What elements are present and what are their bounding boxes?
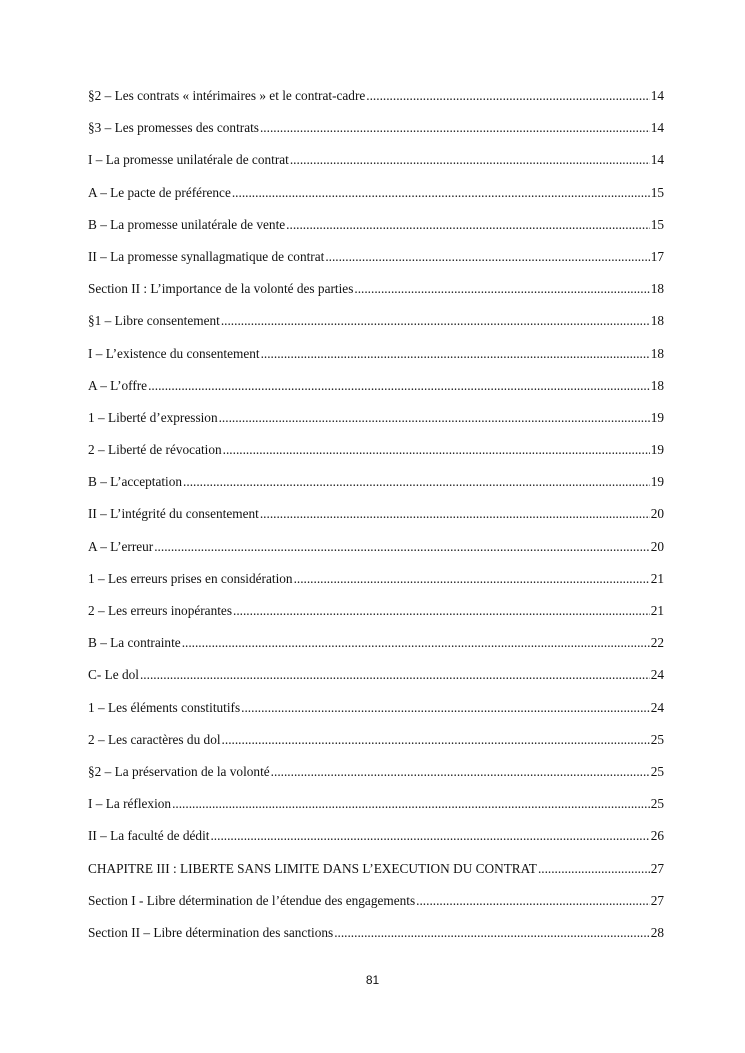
toc-entry-label: §3 – Les promesses des contrats [88,120,259,136]
toc-entry [88,217,664,249]
toc-entry-page: 24 [650,699,664,715]
toc-dot-leader [140,667,650,683]
toc-entry-label: 1 – Liberté d’expression [88,409,218,425]
toc-entry-label: A – L’offre [88,377,148,393]
toc-entry [88,893,664,925]
toc-dot-leader [222,732,650,748]
toc-entry-page: 20 [650,506,664,522]
toc-dot-leader [260,506,650,522]
toc-dot-leader [416,893,650,909]
toc-entry-page: 19 [650,409,664,425]
toc-dot-leader [223,442,650,458]
toc-entry-page: 20 [650,538,664,554]
toc-dot-leader [182,635,650,651]
toc-entry [88,313,664,345]
toc-entry-label: Section I - Libre détermination de l’étendue des engagements [88,892,416,908]
toc-entry-page: 27 [650,860,664,876]
toc-entry [88,185,664,217]
toc-entry [88,732,664,764]
table-of-contents [88,88,664,957]
toc-dot-leader [538,861,650,877]
toc-entry-label: A – Le pacte de préférence [88,184,231,200]
toc-dot-leader [233,603,650,619]
toc-entry-label: I – L’existence du consentement [88,345,260,361]
toc-entry-page: 24 [650,667,664,683]
toc-entry [88,120,664,152]
toc-entry-label: B – La promesse unilatérale de vente [88,216,286,232]
toc-entry-label: §2 – La préservation de la volonté [88,763,270,779]
toc-entry-label: II – La promesse synallagmatique de contrat [88,248,325,264]
toc-entry-page: 25 [650,796,664,812]
toc-dot-leader [261,346,650,362]
toc-entry-page: 19 [650,474,664,490]
toc-dot-leader [294,571,650,587]
toc-entry [88,539,664,571]
toc-dot-leader [172,796,650,812]
toc-entry-label: 2 – Les caractères du dol [88,731,221,747]
toc-entry [88,796,664,828]
toc-entry [88,828,664,860]
toc-entry-page: 21 [650,570,664,586]
toc-dot-leader [286,217,650,233]
toc-dot-leader [221,313,650,329]
toc-entry [88,635,664,667]
toc-dot-leader [232,185,650,201]
toc-entry-label: II – La faculté de dédit [88,828,210,844]
toc-dot-leader [354,281,649,297]
toc-entry-label: Section II : L’importance de la volonté des parties [88,281,354,297]
toc-entry-page: 27 [650,892,664,908]
toc-entry-page: 21 [650,603,664,618]
toc-entry [88,281,664,313]
toc-entry-page: 17 [650,248,664,264]
toc-entry [88,764,664,796]
toc-entry-page: 25 [650,763,664,779]
toc-entry-label: C- Le dol [88,667,139,683]
toc-entry-page: 19 [650,442,664,458]
toc-entry [88,861,664,893]
toc-dot-leader [241,700,650,716]
toc-entry-label: B – La contrainte [88,635,181,651]
toc-entry [88,378,664,410]
toc-entry [88,506,664,538]
toc-dot-leader [334,925,650,941]
toc-entry-label: 1 – Les éléments constitutifs [88,699,241,715]
toc-entry-label: A – L’erreur [88,538,154,554]
toc-entry-page: 15 [650,216,664,232]
toc-entry [88,925,664,957]
toc-entry-label: B – L’acceptation [88,474,183,490]
toc-dot-leader [290,152,650,168]
toc-entry [88,410,664,442]
toc-entry-page: 26 [650,828,664,844]
toc-dot-leader [366,88,649,104]
toc-entry [88,346,664,378]
toc-dot-leader [260,120,650,136]
toc-dot-leader [183,474,650,490]
toc-entry-label: §1 – Libre consentement [88,313,220,329]
toc-dot-leader [210,828,649,844]
toc-entry-label: Section II – Libre détermination des sanctions [88,924,334,940]
toc-entry-label: II – L’intégrité du consentement [88,506,259,522]
toc-entry-label: 1 – Les erreurs prises en considération [88,570,293,586]
toc-entry [88,667,664,699]
toc-entry-label: CHAPITRE III : LIBERTE SANS LIMITE DANS L’EXECUTION DU CONTRAT [88,860,537,876]
toc-entry-page: 18 [650,281,664,297]
toc-entry-page: 18 [650,377,664,393]
toc-entry-page: 15 [650,184,664,200]
toc-entry [88,442,664,474]
toc-entry-page: 14 [650,152,664,168]
toc-entry-page: 18 [650,313,664,329]
toc-dot-leader [325,249,649,265]
toc-entry [88,249,664,281]
toc-entry-page: 25 [650,731,664,747]
toc-entry-label: I – La promesse unilatérale de contrat [88,152,289,168]
toc-dot-leader [271,764,650,780]
toc-entry-label: §2 – Les contrats « intérimaires » et le contrat-cadre [88,88,366,103]
toc-entry-page: 18 [650,345,664,361]
toc-entry [88,603,664,635]
toc-entry [88,571,664,603]
toc-entry-page: 28 [650,924,664,940]
toc-entry [88,474,664,506]
toc-entry [88,700,664,732]
toc-entry [88,152,664,184]
toc-entry [88,88,664,120]
toc-entry-page: 14 [650,120,664,136]
toc-entry-label: I – La réflexion [88,796,172,812]
toc-entry-page: 14 [650,88,664,103]
toc-entry-label: 2 – Les erreurs inopérantes [88,603,232,618]
toc-entry-label: 2 – Liberté de révocation [88,442,222,458]
toc-dot-leader [154,539,649,555]
toc-dot-leader [219,410,650,426]
toc-entry-page: 22 [650,635,664,651]
page-number: 81 [365,973,380,987]
toc-dot-leader [148,378,650,394]
